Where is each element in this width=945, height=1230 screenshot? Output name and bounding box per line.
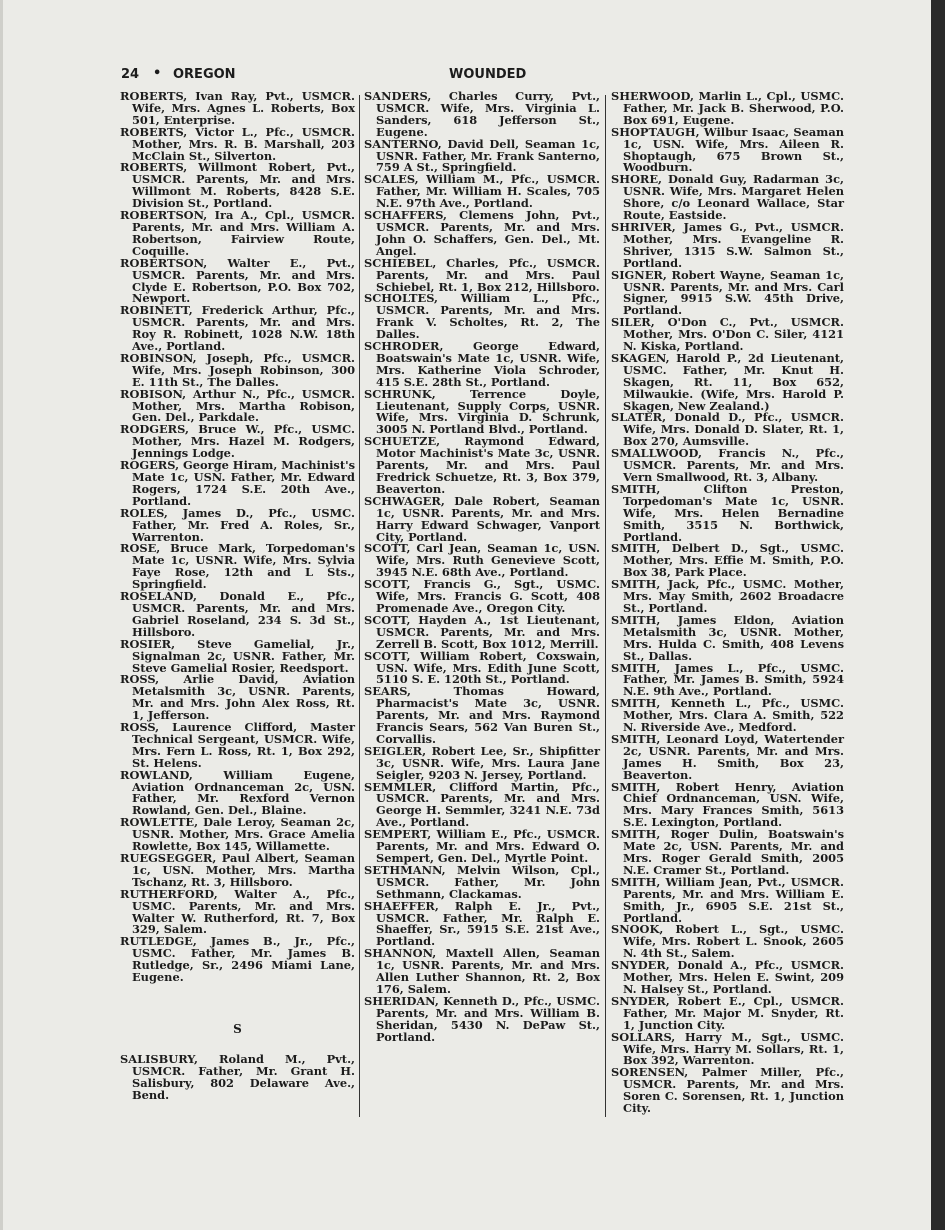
roster-entry: ROSELAND, Donald E., Pfc., USMCR. Parents, Mr. and Mrs. Gabriel Roseland, 234 S. 3d St., Hillsboro.: [120, 589, 355, 639]
roster-entry: SEMMLER, Clifford Martin, Pfc., USMCR. Parents, Mr. and Mrs. George H. Semmler, 3241 N.E. 73d Ave., Portland.: [364, 779, 600, 830]
roster-entry: ROSE, Bruce Mark, Torpedoman's Mate 1c, USNR. Wife, Mrs. Sylvia Faye Rose, 12th and L Sts., Springfield.: [120, 541, 355, 592]
roster-entry: RUEGSEGGER, Paul Albert, Seaman 1c, USN. Mother, Mrs. Martha Tschanz, Rt. 3, Hillsboro.: [120, 851, 355, 889]
roster-entry: ROBERTS, Victor L., Pfc., USMCR. Mother, Mrs. R. B. Marshall, 203 McClain St., Silverton.: [120, 124, 355, 163]
bullet: •: [153, 66, 162, 81]
roster-entry: SCOTT, Francis G., Sgt., USMC. Wife, Mrs. Francis G. Scott, 408 Promenade Ave., Oregon City.: [364, 577, 600, 615]
page-number: 24: [121, 67, 140, 82]
roster-entry: SMITH, James Eldon, Aviation Metalsmith 3c, USNR. Mother, Mrs. Hulda C. Smith, 408 Levens St., Dallas.: [611, 612, 844, 663]
roster-entry: ROBINSON, Joseph, Pfc., USMCR. Wife, Mrs. Joseph Robinson, 300 E. 11th St., The Dalles.: [120, 350, 355, 389]
roster-entry: SMITH, William Jean, Pvt., USMCR. Parents, Mr. and Mrs. William E. Smith, Jr., 6905 S.E. 21st St., Portland.: [611, 874, 844, 925]
roster-entry: RUTLEDGE, James B., Jr., Pfc., USMC. Father, Mr. James B. Rutledge, Sr., 2496 Miami Lane, Eugene.: [120, 934, 355, 985]
roster-entry: SKAGEN, Harold P., 2d Lieutenant, USMC. Father, Mr. Knut H. Skagen, Rt. 11, Box 652, Milwaukie. (Wife, Mrs. Harold P. Skagen, New Zealand.): [611, 350, 844, 413]
roster-entry: ROBERTSON, Walter E., Pvt., USMCR. Parents, Mr. and Mrs. Clyde E. Robertson, P.O. Box 702, Newport.: [120, 255, 355, 306]
roster-entry: SHERWOOD, Marlin L., Cpl., USMC. Father, Mr. Jack B. Sherwood, P.O. Box 691, Eugene.: [611, 89, 844, 127]
roster-entry: ROWLAND, William Eugene, Aviation Ordnanceman 2c, USN. Father, Mr. Rexford Vernon Rowland, Gen. Del., Blaine.: [120, 767, 355, 818]
roster-entry: ROBERTS, Ivan Ray, Pvt., USMCR. Wife, Mrs. Agnes L. Roberts, Box 501, Enterprise.: [120, 89, 355, 127]
letter-heading: S: [233, 1021, 242, 1036]
roster-entry: SETHMANN, Melvin Wilson, Cpl., USMCR. Father, Mr. John Sethmann, Clackamas.: [364, 862, 600, 901]
roster-entry: ROLES, James D., Pfc., USMC. Father, Mr. Fred A. Roles, Sr., Warrenton.: [120, 505, 355, 544]
column-2: [364, 91, 600, 1044]
roster-entry: ROBISON, Arthur N., Pfc., USMCR. Mother, Mrs. Martha Robison, Gen. Del., Parkdale.: [120, 386, 355, 425]
roster-entry: SMITH, Robert Henry, Aviation Chief Ordnanceman, USN. Wife, Mrs. Mary Frances Smith, 5613 S.E. Lexington, Portland.: [611, 779, 844, 830]
roster-entry: SHORE, Donald Guy, Radarman 3c, USNR. Wife, Mrs. Margaret Helen Shore, c/o Leonard Wallace, Star Route, Eastside.: [611, 172, 844, 223]
roster-entry: SCHRODER, George Edward, Boatswain's Mate 1c, USNR. Wife, Mrs. Katherine Viola Schroder, 415 S.E. 28th St., Portland.: [364, 339, 600, 389]
state-title: OREGON: [173, 67, 236, 82]
roster-entry: SCHUETZE, Raymond Edward, Motor Machinist's Mate 3c, USNR. Parents, Mr. and Mrs. Paul Fredrick Schuetze, Rt. 3, Box 379, Beaverton.: [364, 434, 600, 496]
roster-entry: SHAEFFER, Ralph E. Jr., Pvt., USMCR. Father, Mr. Ralph E. Shaeffer, Sr., 5915 S.E. 21st Ave., Portland.: [364, 898, 600, 949]
roster-entry: SCALES, William M., Pfc., USMCR. Father, Mr. William H. Scales, 705 N.E. 97th Ave., Portland.: [364, 172, 600, 211]
roster-entry: SCHWAGER, Dale Robert, Seaman 1c, USNR. Parents, Mr. and Mrs. Harry Edward Schwager, Vanport City, Portland.: [364, 493, 600, 544]
roster-entry: SIGNER, Robert Wayne, Seaman 1c, USNR. Parents, Mr. and Mrs. Carl Signer, 9915 S.W. 45th Drive, Portland.: [611, 267, 844, 318]
roster-entry: SCHRUNK, Terrence Doyle, Lieutenant, Supply Corps, USNR. Wife, Mrs. Virginia D. Schrunk, 3005 N. Portland Blvd., Portland.: [364, 386, 600, 437]
column-1: [120, 91, 355, 1102]
roster-entry: ROWLETTE, Dale Leroy, Seaman 2c, USNR. Mother, Mrs. Grace Amelia Rowlette, Box 145, Willamette.: [120, 815, 355, 854]
roster-entry: ROBERTSON, Ira A., Cpl., USMCR. Parents, Mr. and Mrs. William A. Robertson, Fairview Route, Coquille.: [120, 208, 355, 258]
roster-entry: SMITH, James L., Pfc., USMC. Father, Mr. James B. Smith, 5924 N.E. 9th Ave., Portland.: [611, 660, 844, 699]
roster-entry: SCHOLTES, William L., Pfc., USMCR. Parents, Mr. and Mrs. Frank V. Scholtes, Rt. 2, The Dalles.: [364, 291, 600, 342]
roster-entry: ROGERS, George Hiram, Machinist's Mate 1c, USN. Father, Mr. Edward Rogers, 1724 S.E. 20th Ave., Portland.: [120, 458, 355, 508]
page-header: [121, 67, 847, 87]
roster-entry: SALISBURY, Roland M., Pvt., USMCR. Father, Mr. Grant H. Salisbury, 802 Delaware Ave., Bend.: [120, 1051, 355, 1102]
roster-entry: SEIGLER, Robert Lee, Sr., Shipfitter 3c, USNR. Wife, Mrs. Laura Jane Seigler, 9203 N. Jersey, Portland.: [364, 743, 600, 782]
roster-entry: SEARS, Thomas Howard, Pharmacist's Mate 3c, USNR. Parents, Mr. and Mrs. Raymond Francis Sears, 562 Van Buren St., Corvallis.: [364, 684, 600, 746]
roster-entry: SOLLARS, Harry M., Sgt., USMC. Wife, Mrs. Harry M. Sollars, Rt. 1, Box 392, Warrenton.: [611, 1029, 844, 1068]
column-rule-1: [359, 95, 360, 1117]
section-title: WOUNDED: [449, 67, 527, 82]
roster-entry: SHANNON, Maxtell Allen, Seaman 1c, USNR. Parents, Mr. and Mrs. Allen Luther Shannon, Rt. 2, Box 176, Salem.: [364, 946, 600, 996]
roster-entry: SHOPTAUGH, Wilbur Isaac, Seaman 1c, USN. Wife, Mrs. Aileen R. Shoptaugh, 675 Brown St., Woodburn.: [611, 124, 844, 175]
roster-entry: SMITH, Roger Dulin, Boatswain's Mate 2c, USN. Parents, Mr. and Mrs. Roger Gerald Smith, 2005 N.E. Cramer St., Portland.: [611, 827, 844, 877]
roster-entry: SHRIVER, James G., Pvt., USMCR. Mother, Mrs. Evangeline R. Shriver, 1315 S.W. Salmon St., Portland.: [611, 219, 844, 270]
column-spacer: [120, 984, 355, 1006]
roster-entry: SMITH, Jack, Pfc., USMC. Mother, Mrs. May Smith, 2602 Broadacre St., Portland.: [611, 577, 844, 615]
roster-entry: SEMPERT, William E., Pfc., USMCR. Parents, Mr. and Mrs. Edward O. Sempert, Gen. Del., Myrtle Point.: [364, 827, 600, 865]
roster-entry: ROSIER, Steve Gamelial, Jr., Signalman 2c, USNR. Father, Mr. Steve Gamelial Rosier, Reedsport.: [120, 636, 355, 675]
page-left-edge: [0, 0, 3, 1230]
roster-entry: ROBINETT, Frederick Arthur, Pfc., USMCR. Parents, Mr. and Mrs. Roy R. Robinett, 1028 N.W. 18th Ave., Portland.: [120, 303, 355, 354]
roster-entry: ROBERTS, Willmont Robert, Pvt., USMCR. Parents, Mr. and Mrs. Willmont M. Roberts, 8428 S.E. Division St., Portland.: [120, 160, 355, 211]
column-3: [611, 91, 844, 1115]
roster-entry: SHERIDAN, Kenneth D., Pfc., USMC. Parents, Mr. and Mrs. William B. Sheridan, 5430 N. DePaw St., Portland.: [364, 993, 600, 1044]
roster-entry: SMITH, Leonard Loyd, Watertender 2c, USNR. Parents, Mr. and Mrs. James H. Smith, Box 23, Beaverton.: [611, 731, 844, 782]
roster-entry: ROSS, Arlie David, Aviation Metalsmith 3c, USNR. Parents, Mr. and Mrs. John Alex Ross, Rt. 1, Jefferson.: [120, 672, 355, 723]
roster-entry: SCOTT, William Robert, Coxswain, USN. Wife, Mrs. Edith June Scott, 5110 S. E. 120th St., Portland.: [364, 648, 600, 687]
roster-entry: SNYDER, Donald A., Pfc., USMCR. Mother, Mrs. Helen E. Swint, 209 N. Halsey St., Portland.: [611, 958, 844, 996]
roster-entry: SCOTT, Carl Jean, Seaman 1c, USN. Wife, Mrs. Ruth Genevieve Scott, 3945 N.E. 68th Ave., Portland.: [364, 541, 600, 580]
roster-entry: SNYDER, Robert E., Cpl., USMCR. Father, Mr. Major M. Snyder, Rt. 1, Junction City.: [611, 993, 844, 1032]
roster-entry: SANDERS, Charles Curry, Pvt., USMCR. Wife, Mrs. Virginia L. Sanders, 618 Jefferson St., Eugene.: [364, 89, 600, 139]
roster-entry: RODGERS, Bruce W., Pfc., USMC. Mother, Mrs. Hazel M. Rodgers, Jennings Lodge.: [120, 422, 355, 461]
column-rule-2: [605, 95, 606, 1117]
roster-entry: SMITH, Delbert D., Sgt., USMC. Mother, Mrs. Effie M. Smith, P.O. Box 38, Park Place.: [611, 541, 844, 580]
roster-entry: ROSS, Laurence Clifford, Master Technical Sergeant, USMCR. Wife, Mrs. Fern L. Ross, Rt. 1, Box 292, St. Helens.: [120, 720, 355, 770]
page-right-edge: [931, 0, 945, 1230]
roster-entry: SCHIEBEL, Charles, Pfc., USMCR. Parents, Mr. and Mrs. Paul Schiebel, Rt. 1, Box 212, Hillsboro.: [364, 255, 600, 294]
roster-entry: SANTERNO, David Dell, Seaman 1c, USNR. Father, Mr. Frank Santerno, 759 A St., Springfield.: [364, 136, 600, 175]
roster-entry: SNOOK, Robert L., Sgt., USMC. Wife, Mrs. Robert L. Snook, 2605 N. 4th St., Salem.: [611, 922, 844, 961]
roster-entry: SMITH, Kenneth L., Pfc., USMC. Mother, Mrs. Clara A. Smith, 522 N. Riverside Ave., Medford.: [611, 696, 844, 735]
roster-entry: SMALLWOOD, Francis N., Pfc., USMCR. Parents, Mr. and Mrs. Vern Smallwood, Rt. 3, Albany.: [611, 446, 844, 484]
roster-entry: SMITH, Clifton Preston, Torpedoman's Mate 1c, USNR. Wife, Mrs. Helen Bernadine Smith, 3515 N. Borthwick, Portland.: [611, 481, 844, 544]
roster-entry: SCHAFFERS, Clemens John, Pvt., USMCR. Parents, Mr. and Mrs. John O. Schaffers, Gen. Del., Mt. Angel.: [364, 208, 600, 258]
roster-entry: SLATER, Donald D., Pfc., USMCR. Wife, Mrs. Donald D. Slater, Rt. 1, Box 270, Aumsville.: [611, 410, 844, 449]
roster-entry: SORENSEN, Palmer Miller, Pfc., USMCR. Parents, Mr. and Mrs. Soren C. Sorensen, Rt. 1, Junction City.: [611, 1065, 844, 1116]
roster-entry: RUTHERFORD, Walter A., Pfc., USMC. Parents, Mr. and Mrs. Walter W. Rutherford, Rt. 7, Box 329, Salem.: [120, 886, 355, 937]
roster-entry: SCOTT, Hayden A., 1st Lieutenant, USMCR. Parents, Mr. and Mrs. Zerrell B. Scott, Box 1012, Merrill.: [364, 612, 600, 651]
roster-entry: SILER, O'Don C., Pvt., USMCR. Mother, Mrs. O'Don C. Siler, 4121 N. Kiska, Portland.: [611, 315, 844, 354]
